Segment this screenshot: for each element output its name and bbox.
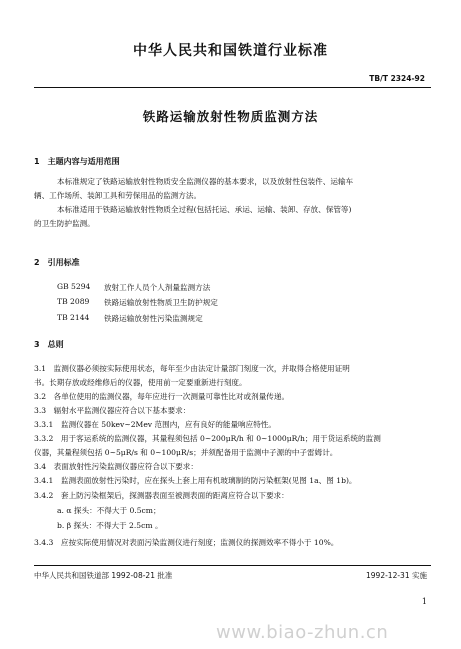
- page-number: 1: [421, 597, 427, 606]
- section-1-para-1-line-2: 辆、工作场所、装卸工具和劳保用品的监测方法。: [34, 191, 202, 200]
- reference-code: GB 5294: [57, 282, 91, 291]
- section-1-para-2-line-1: 本标准适用于铁路运输放射性物质全过程(包括托运、承运、运输、装卸、存放、保管等): [57, 205, 352, 214]
- clause-3-3-2-line-2: 仪器，其量程须包括 0~5μR/s 和 0~100μR/s；并须配备用于监测中子源的中子雷姆计。: [34, 448, 338, 457]
- clause-3-3: 3.3 辐射水平监测仪器应符合以下基本要求：: [34, 406, 191, 415]
- clause-3-4-1: 3.4.1 监测表面放射性污染时，应在探头上套上用有机玻璃制的防污染框架(见图 1a、图 1b)。: [34, 476, 357, 485]
- clause-3-3-2-line-1: 3.3.2 用于客运系统的监测仪器，其量程须包括 0~200μR/h 和 0~1000μR/h；用于货运系统的监测: [34, 434, 381, 443]
- standard-title: 中华人民共和国铁道行业标准: [133, 43, 328, 59]
- reference-text: 铁路运输放射性污染监测规定: [104, 314, 203, 323]
- section-1-para-2-line-2: 的卫生防护监测。: [34, 219, 95, 228]
- clause-3-1-line-2: 书。长期存放或经维修后的仪器，使用前一定要重新进行刻度。: [34, 378, 247, 387]
- reference-text: 铁路运输放射性物质卫生防护规定: [104, 298, 218, 307]
- clause-3-4-2: 3.4.2 套上防污染框架后，探测器表面至被测表面的距离应符合以下要求：: [34, 491, 289, 500]
- reference-code: TB 2144: [57, 313, 90, 322]
- header-rule: [34, 87, 431, 88]
- clause-3-4: 3.4 表面放射性污染监测仪器应符合以下要求：: [34, 462, 198, 471]
- footer-rule: [34, 565, 431, 566]
- reference-code: TB 2089: [57, 297, 90, 306]
- section-1-title: 1 主题内容与适用范围: [34, 157, 120, 166]
- reference-text: 放射工作人员个人剂量监测方法: [104, 283, 211, 292]
- section-1-para-1-line-1: 本标准规定了铁路运输放射性物质安全监测仪器的基本要求，以及放射性包装件、运输车: [57, 177, 354, 186]
- document-title: 铁路运输放射性物质监测方法: [142, 109, 319, 124]
- implementation-date: 1992-12-31 实施: [366, 571, 427, 580]
- clause-3-4-2-item-a: a. α 探头：不得大于 0.5cm；: [57, 506, 161, 515]
- clause-3-2: 3.2 各单位使用的监测仪器，每年应进行一次测量可靠性比对或剂量传递。: [34, 392, 290, 401]
- watermark: www.biao-zhun.cn: [216, 622, 389, 643]
- standard-code: TB/T 2324-92: [369, 74, 425, 83]
- clause-3-4-3: 3.4.3 应按实际使用情况对表面污染监测仪进行刻度；监测仪的探测效率不得小于 10%。: [34, 538, 339, 547]
- clause-3-3-1: 3.3.1 监测仪器在 50kev~2Mev 范围内，应有良好的能量响应特性。: [34, 420, 277, 429]
- section-2-title: 2 引用标准: [34, 258, 80, 267]
- clause-3-1-line-1: 3.1 监测仪器必须按实际使用状态，每年至少由法定计量部门刻度一次，并取得合格使用证明: [34, 364, 350, 373]
- clause-3-4-2-item-b: b. β 探头：不得大于 2.5cm 。: [57, 521, 163, 530]
- approval-line: 中华人民共和国铁道部 1992-08-21 批准: [34, 571, 173, 580]
- section-3-title: 3 总则: [34, 340, 64, 349]
